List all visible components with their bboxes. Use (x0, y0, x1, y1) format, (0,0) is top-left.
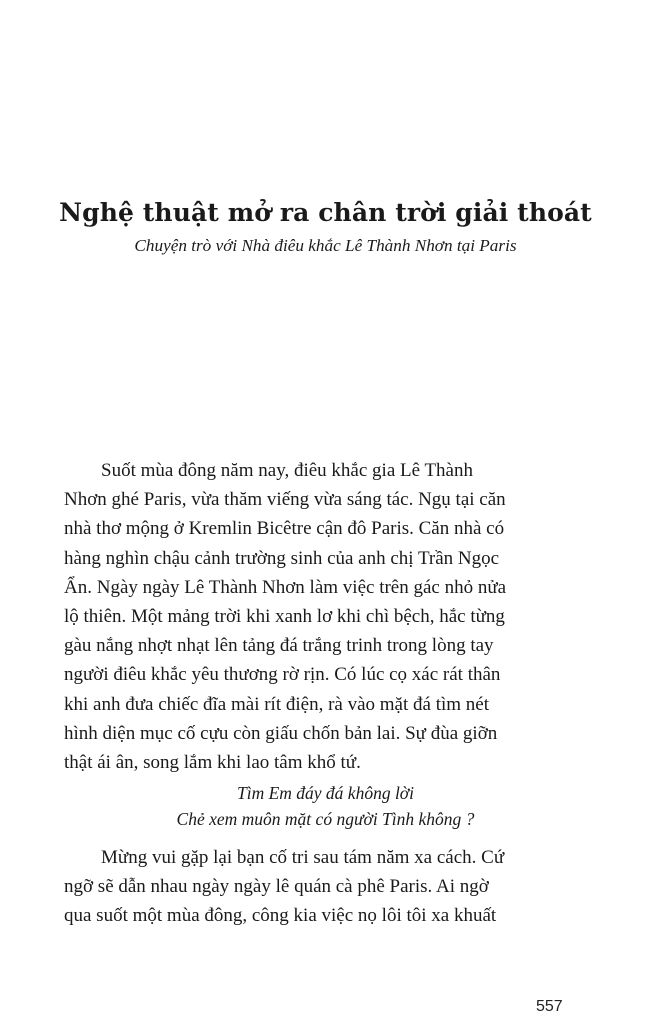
text-line: lộ thiên. Một mảng trời khi xanh lơ khi chì bệch, hắc từng (64, 605, 505, 627)
poem-line: Chẻ xem muôn mặt có người Tình không ? (176, 809, 475, 829)
chapter-subtitle: Chuyện trò với Nhà điêu khắc Lê Thành Nhơn tại Paris (134, 236, 517, 255)
poem-quote (0, 780, 651, 832)
page-number: 557 (536, 998, 563, 1015)
text-line: Suốt mùa đông năm nay, điêu khắc gia Lê Thành (101, 460, 473, 481)
text-line: Nhơn ghé Paris, vừa thăm viếng vừa sáng tác. Ngụ tại căn (64, 489, 506, 511)
text-line: Ẩn. Ngày ngày Lê Thành Nhơn làm việc trên gác nhỏ nửa (64, 576, 507, 598)
text-line: ngỡ sẽ dẫn nhau ngày ngày lê quán cà phê Paris. Ai ngờ (64, 876, 489, 898)
poem-line: Tìm Em đáy đá không lời (236, 783, 415, 803)
chapter-title: Nghệ thuật mở ra chân trời giải thoát (59, 198, 592, 227)
text-line: hàng nghìn chậu cảnh trường sinh của anh chị Trần Ngọc (64, 547, 500, 569)
paragraph-2 (64, 843, 584, 931)
text-line: khi anh đưa chiếc đĩa mài rít điện, rà vào mặt đá tìm nét (64, 693, 489, 715)
text-line: người điêu khắc yêu thương rờ rịn. Có lúc cọ xác rát thân (64, 664, 501, 686)
text-line: Mừng vui gặp lại bạn cố tri sau tám năm xa cách. Cứ (101, 847, 505, 868)
text-line: nhà thơ mộng ở Kremlin Bicêtre cận đô Paris. Căn nhà có (64, 518, 505, 540)
text-line: thật ái ân, song lắm khi lao tâm khổ tứ. (64, 751, 361, 773)
text-line: hình diện mục cố cựu còn giấu chốn bản lai. Sự đùa giỡn (64, 722, 498, 744)
paragraph-1 (64, 456, 584, 777)
text-line: gàu nắng nhợt nhạt lên tảng đá trắng trinh trong lòng tay (64, 635, 494, 657)
text-line: qua suốt một mùa đông, công kia việc nọ lôi tôi xa khuất (64, 905, 497, 927)
